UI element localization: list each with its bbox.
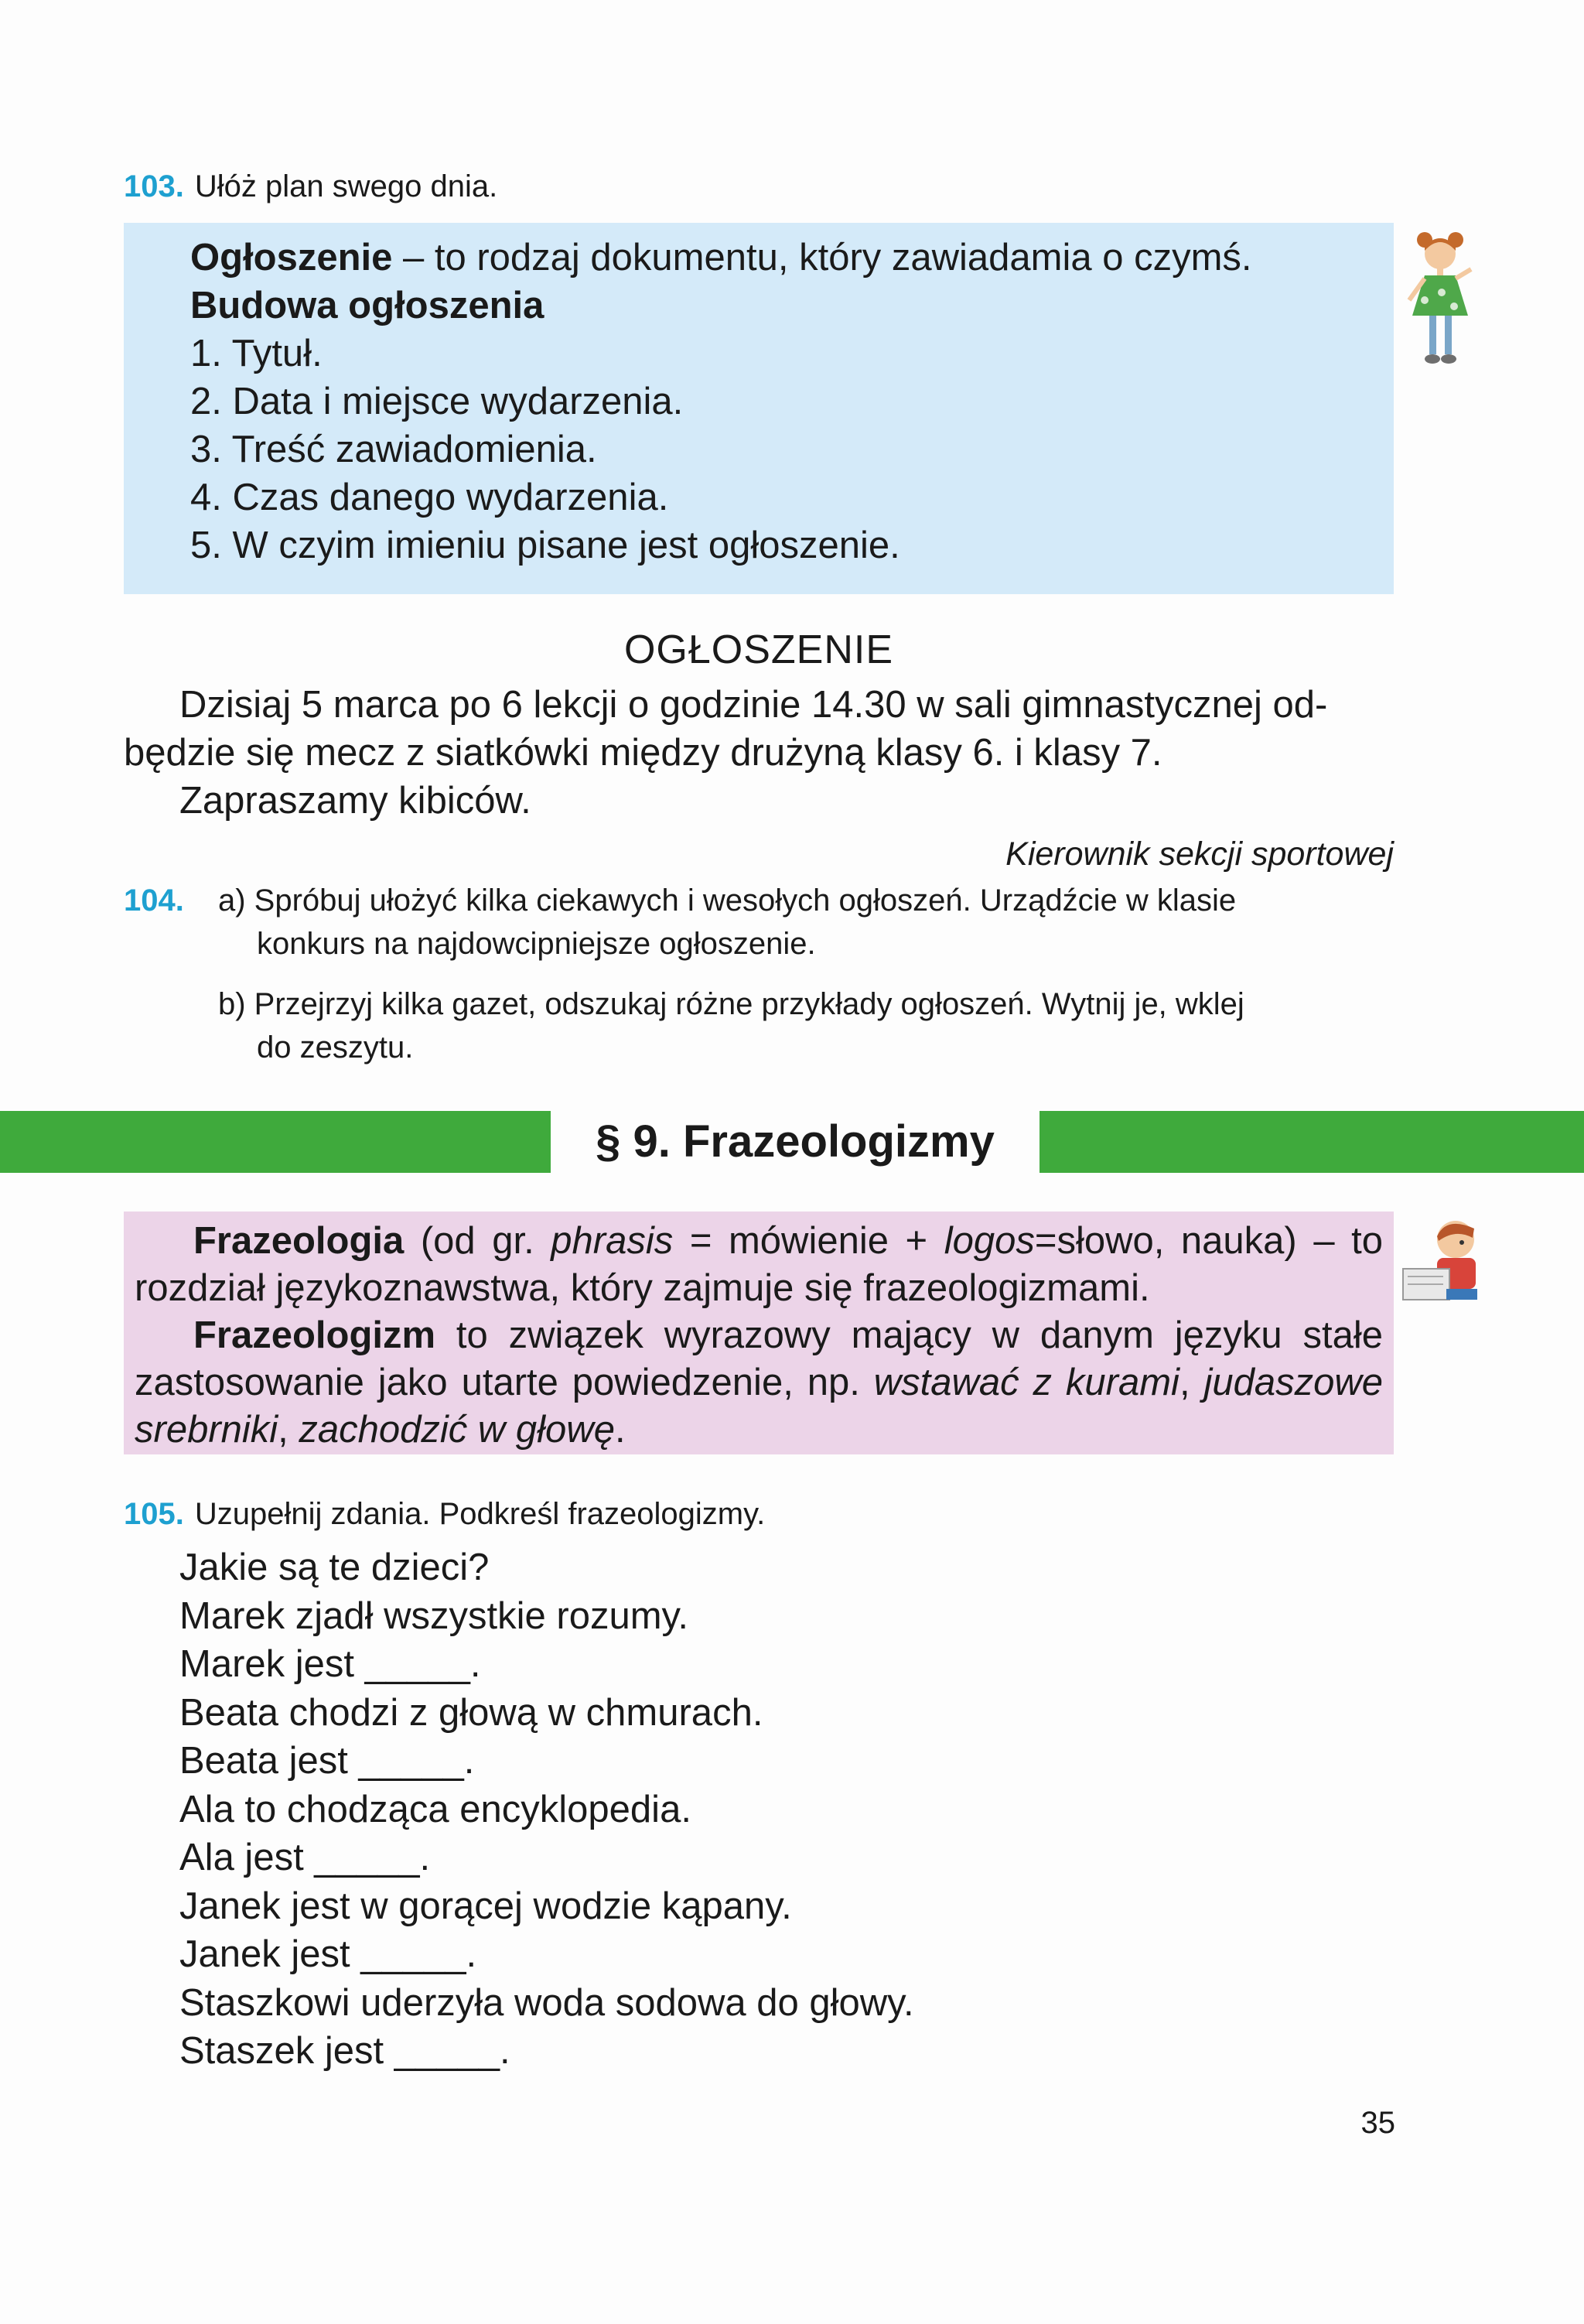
sentence-blank: Staszek jest _____.: [179, 2030, 510, 2072]
boy-illustration: [1400, 1212, 1500, 1312]
exercise-105: [124, 1493, 765, 1535]
announcement-line: będzie się mecz z siatkówki między drużyną klasy 6. i klasy 7.: [124, 732, 1162, 774]
defined-term: Frazeologia: [193, 1220, 405, 1262]
box-line: zastosowanie jako utarte powiedzenie, np. wstawać z kurami, judaszowe: [135, 1362, 1383, 1403]
exercise-number: 104.: [124, 883, 184, 918]
exercise-instruction: Ułóż plan swego dnia.: [194, 169, 498, 203]
structure-item: 4. Czas danego wydarzenia.: [190, 477, 669, 518]
exercise-number: 105.: [124, 1497, 184, 1531]
defined-term: Frazeologizm: [193, 1314, 436, 1356]
box-line: Frazeologia (od gr. phrasis = mówienie + logos=słowo, nauka) – to: [193, 1220, 1383, 1262]
sentence-blank: Beata jest _____.: [179, 1740, 475, 1782]
section-title: § 9. Frazeologizmy: [596, 1116, 995, 1167]
exercise-text: konkurs na najdowcipniejsze ogłoszenie.: [257, 927, 816, 961]
exercise-104-a: [124, 879, 1394, 922]
box-line: srebrniki, zachodzić w głowę.: [135, 1409, 626, 1451]
phraseology-box: [124, 1212, 1394, 1454]
exercise-104-b: b) Przejrzyj kilka gazet, odszukaj różne przykłady ogłoszeń. Wytnij je, wklej: [218, 987, 1244, 1021]
structure-heading: Budowa ogłoszenia: [190, 285, 544, 326]
announcement-line: Dzisiaj 5 marca po 6 lekcji o godzinie 14.30 w sali gimnastycznej od-: [179, 684, 1328, 726]
sentence-list: [179, 1543, 1340, 2076]
exercise-text: do zeszytu.: [257, 1030, 414, 1065]
girl-illustration: [1401, 223, 1479, 378]
box-line: Frazeologizm to związek wyrazowy mający w danym języku stałe: [193, 1314, 1383, 1356]
defined-term: Ogłoszenie: [190, 237, 393, 279]
box-line: rozdział językoznawstwa, który zajmuje się frazeologizmami.: [135, 1267, 1150, 1309]
sentence: Marek zjadł wszystkie rozumy.: [179, 1594, 689, 1637]
sentence-blank: Janek jest _____.: [179, 1933, 477, 1975]
definition-box: [124, 223, 1394, 594]
definition-line: [190, 234, 1371, 282]
exercise-104: [124, 879, 1394, 1069]
exercise-instruction: Uzupełnij zdania. Podkreśl frazeologizmy.: [194, 1497, 766, 1531]
announcement-signature: Kierownik sekcji sportowej: [1005, 836, 1394, 873]
sentence: Beata chodzi z głową w chmurach.: [179, 1691, 763, 1734]
sentence-blank: Ala jest _____.: [179, 1837, 431, 1878]
sentence: Janek jest w gorącej wodzie kąpany.: [179, 1885, 792, 1927]
announcement-line: Zapraszamy kibiców.: [179, 780, 531, 822]
sentence: Jakie są te dzieci?: [179, 1546, 490, 1588]
exercise-number: 103.: [124, 169, 184, 203]
definition-text: – to rodzaj dokumentu, który zawiadamia o czymś.: [392, 237, 1252, 279]
structure-item: 2. Data i miejsce wydarzenia.: [190, 381, 684, 422]
structure-item: 5. W czyim imieniu pisane jest ogłoszenie.: [190, 525, 900, 566]
section-bar-left: [0, 1111, 551, 1173]
sentence: Ala to chodząca encyklopedia.: [179, 1788, 691, 1830]
structure-item: 1. Tytuł.: [190, 333, 323, 374]
announcement: [124, 619, 1394, 877]
section-bar-right: [1040, 1111, 1584, 1173]
sentence: Staszkowi uderzyła woda sodowa do głowy.: [179, 1981, 914, 2024]
page-number: 35: [1360, 2106, 1395, 2140]
exercise-text: a) Spróbuj ułożyć kilka ciekawych i wesołych ogłoszeń. Urządźcie w klasie: [218, 883, 1237, 918]
structure-item: 3. Treść zawiadomienia.: [190, 429, 597, 470]
announcement-title: OGŁOSZENIE: [623, 627, 894, 672]
exercise-103: [124, 166, 497, 207]
sentence-blank: Marek jest _____.: [179, 1643, 481, 1685]
